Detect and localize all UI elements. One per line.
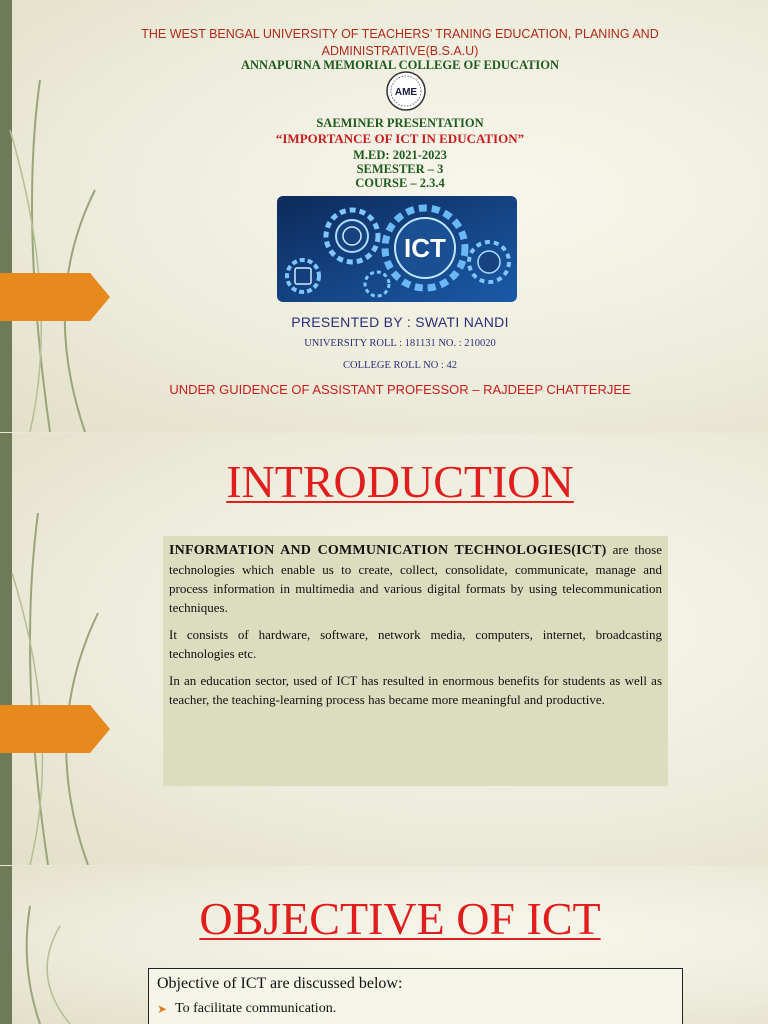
ict-definition-heading: INFORMATION AND COMMUNICATION TECHNOLOGIES(ICT) xyxy=(169,543,607,558)
slide-title: OBJECTIVE OF ICT xyxy=(199,893,601,944)
components-paragraph: It consists of hardware, software, network media, computers, internet, broadcasting technologies etc. xyxy=(169,627,662,661)
introduction-slide xyxy=(0,433,768,865)
left-accent-bar xyxy=(0,866,12,1024)
svg-text:ICT: ICT xyxy=(404,233,446,263)
presenter-name: PRESENTED BY : SWATI NANDI xyxy=(291,314,509,330)
orange-arrow-tab xyxy=(0,705,110,753)
objectives-intro: Objective of ICT are discussed below: xyxy=(157,975,403,992)
left-accent-bar xyxy=(0,433,12,865)
course-label: COURSE – 2.3.4 xyxy=(355,176,445,190)
university-name: THE WEST BENGAL UNIVERSITY OF TEACHERS’ TRANING EDUCATION, PLANING AND ADMINISTRATIVE(B.S.A.U) xyxy=(141,27,659,58)
college-logo xyxy=(381,70,431,112)
med-session: M.ED: 2021-2023 xyxy=(353,148,447,162)
objectives-box xyxy=(148,968,683,1024)
benefits-paragraph: In an education sector, used of ICT has resulted in enormous benefits for students as well as teacher, the teaching-learning process has became more meaningful and productive. xyxy=(169,673,662,707)
svg-text:AME: AME xyxy=(394,87,418,98)
orange-arrow-tab xyxy=(0,273,110,321)
presentation-topic: “IMPORTANCE OF ICT IN EDUCATION” xyxy=(275,131,525,146)
list-item xyxy=(157,1001,674,1017)
intro-paragraph xyxy=(169,540,662,617)
arrow-bullet-icon: ➤ xyxy=(157,1001,168,1016)
left-accent-bar xyxy=(0,0,12,432)
decorative-stems xyxy=(0,866,120,1024)
title-slide xyxy=(0,0,768,432)
university-roll: UNIVERSITY ROLL : 181131 NO. : 210020 xyxy=(304,338,496,349)
slide-title: INTRODUCTION xyxy=(226,456,574,507)
introduction-text-box xyxy=(163,536,668,786)
guidance-line: UNDER GUIDENCE OF ASSISTANT PROFESSOR – RAJDEEP CHATTERJEE xyxy=(169,382,631,397)
objective-slide xyxy=(0,866,768,1024)
ict-gears-image xyxy=(277,196,517,302)
college-name: ANNAPURNA MEMORIAL COLLEGE OF EDUCATION xyxy=(240,58,560,72)
college-roll: COLLEGE ROLL NO : 42 xyxy=(343,360,457,371)
seminar-label: SAEMINER PRESENTATION xyxy=(316,116,484,130)
objective-text: To facilitate communication. xyxy=(175,1001,337,1016)
ict-definition-text: are those technologies which enable us to create, collect, consolidate, communicate, manage and process information in multimedia and various digital formats by using telecommunication techniques. xyxy=(169,542,662,615)
semester-label: SEMESTER – 3 xyxy=(356,162,444,176)
